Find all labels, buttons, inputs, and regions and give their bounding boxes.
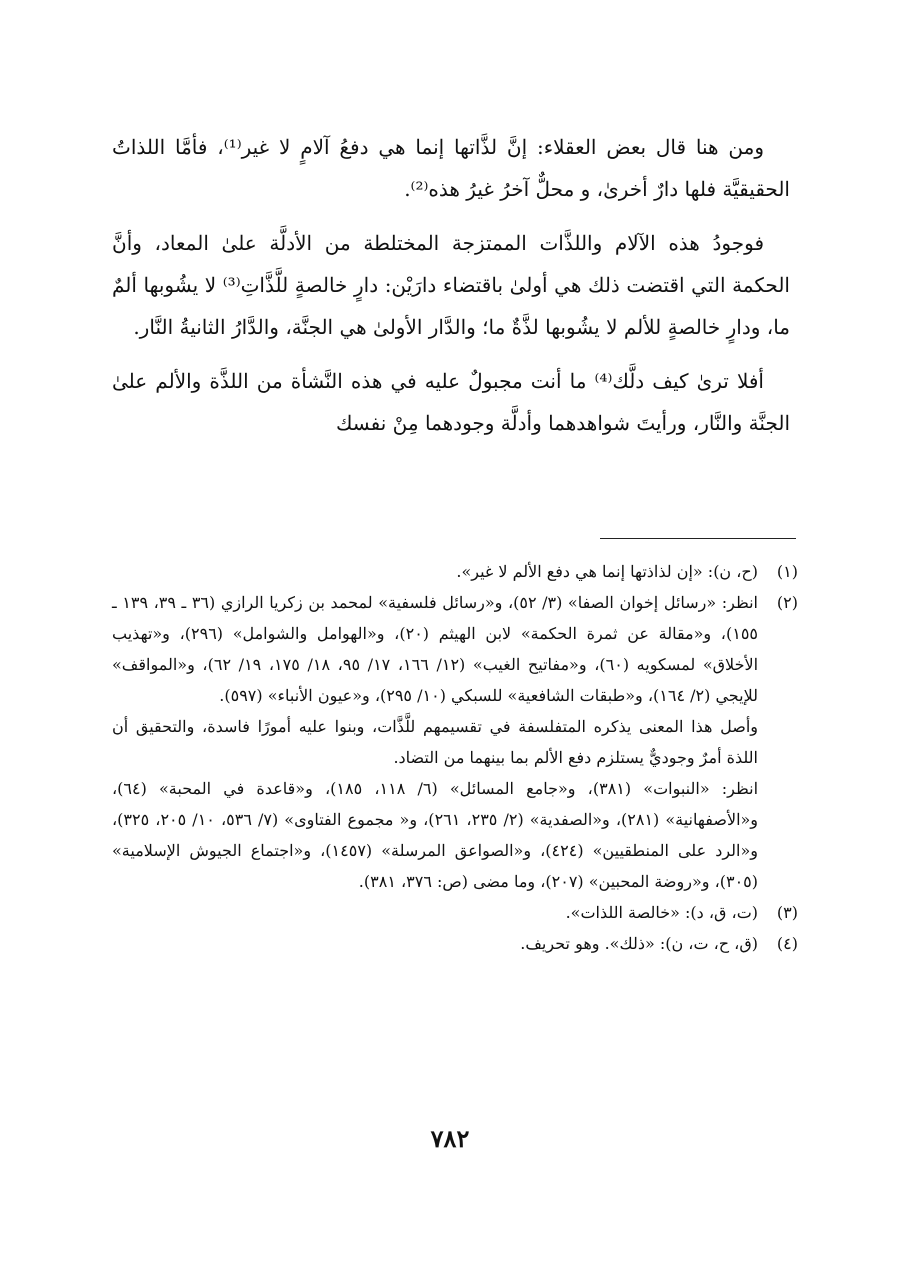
footnote-line: (ت، ق، د): «خالصة اللذات». [565,903,758,922]
footnotes [112,556,798,959]
footnote-line: انظر: «النبوات» (٣٨١)، و«جامع المسائل» (٦/ ١١٨، ١٨٥)، و«قاعدة في المحبة» (٦٤)، و«الأصفهانية» (٢٨١)، و«الصفدية» (٢/ ٢٣٥، ٢٦١)، و« مجموع الفتاوى» (٧/ ٥٣٦، ١٠/ ٢٠٥، ٣٢٥)، و«الرد على المنطقيين» (٤٢٤)، و«الصواعق المرسلة» (١٤٥٧)، و«اجتماع الجيوش الإسلامية» (٣٠٥)، و«روضة المحبين» (٢٠٧)، وما مضى (ص: ٣٧٦، ٣٨١). [112,779,759,891]
footnote-line: (ح، ن): «إن لذاذتها إنما هي دفع الألم لا غير». [456,562,758,581]
footnote-number: (٤) [776,934,798,953]
paragraph-1: ومن هنا قال بعض العقلاء: إنَّ لذَّاتها إنما هي دفعُ آلامٍ لا غير⁽¹⁾، فأمَّا اللذاتُ الحقيقيَّة فلها دارٌ أخرىٰ، و محلٌّ آخرُ غيرُ هذه⁽²⁾. [112,135,790,201]
footnote-3 [112,897,798,928]
main-text [112,126,790,444]
footnote-4 [112,928,798,959]
paragraph-2: فوجودُ هذه الآلام واللذَّات الممتزجة المختلطة من الأدلَّة علىٰ المعاد، وأنَّ الحكمة التي اقتضت ذلك هي أولىٰ باقتضاء دارَيْن: دارٍ خالصةٍ للَّذَّاتِ⁽³⁾ لا يشُوبها ألمٌ ما، ودارٍ خالصةٍ للألم لا يشُوبها لذَّةٌ ما؛ والدَّار الأولىٰ هي الجنَّة، والدَّارُ الثانيةُ النَّار. [112,231,790,339]
footnote-2 [112,587,798,897]
footnote-line: (ق، ح، ت، ن): «ذلك». وهو تحريف. [520,934,758,953]
footnote-number: (٣) [776,903,798,922]
footnote-body [112,587,758,897]
page-number: ٧٨٢ [430,1124,470,1153]
footnote-number: (٢) [776,593,798,612]
footnote-1 [112,556,798,587]
paragraph-3: أفلا ترىٰ كيف دلَّك⁽⁴⁾ ما أنت مجبولٌ عليه في هذه النَّشأة من اللذَّة والألم علىٰ الجنَّة والنَّار، ورأيتَ شواهدهما وأدلَّة وجودهما مِنْ نفسك [112,369,790,435]
footnote-body [112,897,758,928]
footnote-body [112,556,758,587]
footnote-line: وأصل هذا المعنى يذكره المتفلسفة في تقسيمهم للَّذَّات، وبنوا عليه أمورًا فاسدة، والتحقيق أن اللذة أمرٌ وجوديٌّ يستلزم دفع الألم بما بينهما من التضاد. [112,717,758,767]
footnote-body [112,928,758,959]
footnote-line: انظر: «رسائل إخوان الصفا» (٣/ ٥٢)، و«رسائل فلسفية» لمحمد بن زكريا الرازي (٣٦ ـ ٣٩، ١٣٩ ـ ١٥٥)، و«مقالة عن ثمرة الحكمة» لابن الهيثم (٢٠)، و«الهوامل والشوامل» (٢٩٦)، و«تهذيب الأخلاق» لمسكويه (٦٠)، و«مفاتيح الغيب» (١٢/ ١٦٦، ١٧/ ٩٥، ١٨/ ١٧٥، ١٩/ ٦٢)، و«المواقف» للإيجي (٢/ ١٦٤)، و«طبقات الشافعية» للسبكي (١٠/ ٢٩٥)، و«عيون الأنباء» (٥٩٧). [112,593,759,705]
footnote-separator [600,538,796,539]
footnote-number: (١) [776,562,798,581]
